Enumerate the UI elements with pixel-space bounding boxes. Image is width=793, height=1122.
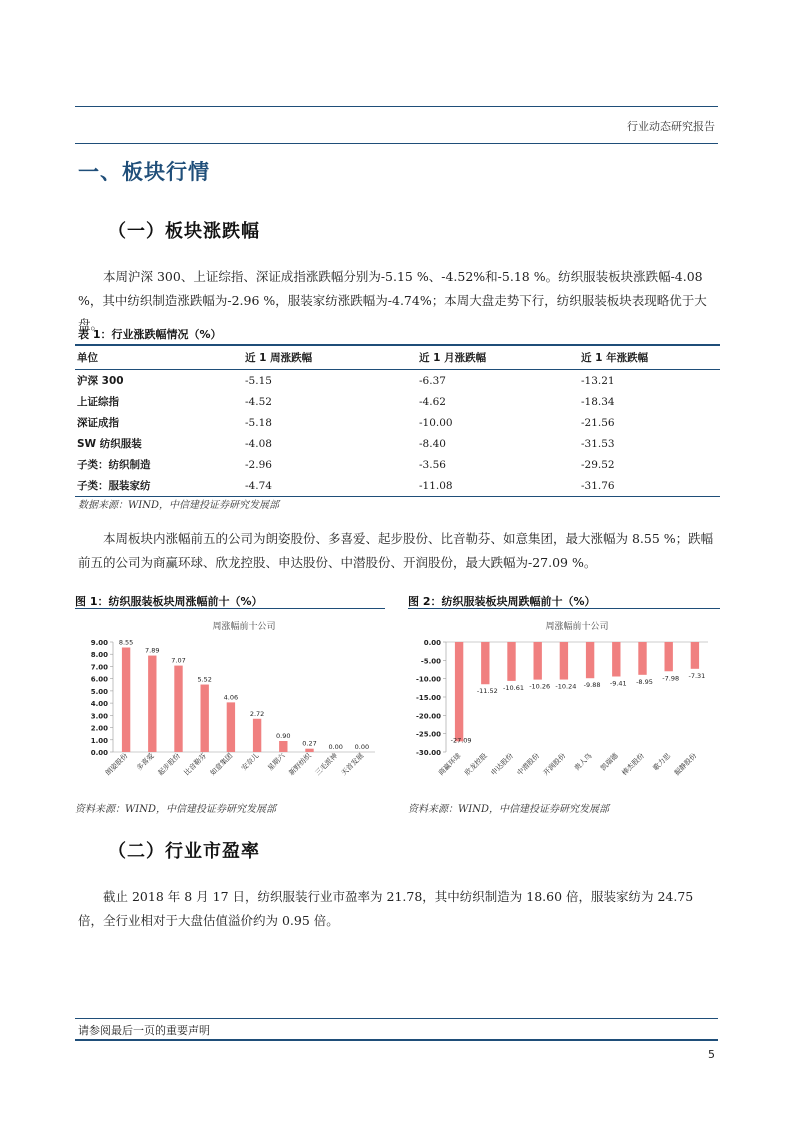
y-tick-label: -15.00 [415,694,441,702]
x-tick-label: 如意集团 [208,751,235,778]
table-caption: 表 1：行业涨跌幅情况（%） [78,328,222,341]
bar [279,741,287,752]
table-row [75,412,720,433]
header-top-rule [75,106,718,107]
y-tick-label: 7.00 [90,663,108,672]
x-tick-label: 振静股份 [672,751,699,778]
data-label: -9.88 [583,681,601,690]
paragraph-3: 截止 2018 年 8 月 17 日，纺织服装行业市盈率为 21.78，其中纺织制造为 18.60 倍，服装家纺为 24.75 倍，全行业相对于大盘估值溢价约为 0.95 倍。 [78,889,694,928]
y-tick-label: 3.00 [90,712,108,721]
data-label: 5.52 [197,675,212,684]
data-label: 0.27 [302,739,317,748]
bar [691,642,699,669]
table-cell: SW 纺织服装 [77,438,142,450]
section-title: 一、板块行情 [78,160,210,184]
table-cell: -4.74 [243,475,417,497]
bar [560,642,568,680]
table-cell: -29.52 [581,458,615,471]
figure-2-caption: 图 2：纺织服装板块周跌幅前十（%） [408,595,596,608]
table-header-cell: 近 1 月涨跌幅 [417,345,579,370]
data-label: 8.55 [118,638,134,647]
y-tick-label: 1.00 [90,736,108,745]
y-tick-label: 4.00 [90,700,108,709]
data-label: -11.52 [476,687,498,696]
bar [638,642,646,675]
y-tick-label: 9.00 [90,639,108,647]
bar [253,719,261,752]
table-cell: -31.53 [581,437,615,450]
y-tick-label: 5.00 [90,687,108,696]
table-cell: -21.56 [581,416,615,429]
table-cell: -4.52 [245,395,272,408]
x-tick-label: 比音勒芬 [182,751,209,778]
y-tick-label: -30.00 [415,749,441,757]
bar [481,642,489,684]
data-label: 0.90 [276,732,291,740]
subsection-title-1: （一）板块涨跌幅 [108,221,260,242]
table-row [75,454,720,475]
bar [507,642,515,681]
table-header-cell: 近 1 周涨跌幅 [243,345,417,370]
data-label: 0.00 [328,743,343,751]
table-source: 数据来源：WIND，中信建投证券研究发展部 [78,500,279,511]
table-cell: -5.15 [245,374,272,387]
table-cell: 上证综指 [77,396,119,408]
table-cell: -5.18 [245,416,272,429]
x-tick-label: 歌力思 [651,751,673,773]
x-tick-label: 新野纺织 [287,751,313,778]
table-cell: -10.00 [419,416,453,429]
x-tick-label: 三毛派神 [313,751,340,778]
table-cell: -11.08 [417,475,579,497]
table-cell: 子类：纺织制造 [77,459,151,471]
table-row [75,475,720,497]
y-tick-label: -5.00 [420,657,441,666]
bar [174,666,182,752]
paragraph-1: 本周沪深 300、上证综指、深证成指涨跌幅分别为-5.15 %、-4.52%和-5.18 %。纺织服装板块涨跌幅-4.08 %，其中纺织制造涨跌幅为-2.96 %，服装家纺涨跌幅为-4.74%；本周大盘走势下行，纺织服装板块表现略优于大盘。 [78,269,707,332]
table-header-cell: 单位 [75,345,243,370]
table-cell: -8.40 [419,437,446,450]
bar [586,642,594,678]
table-cell: -18.34 [581,395,615,408]
data-label: 0.00 [354,743,370,751]
bar [148,656,156,752]
x-tick-label: 天首发展 [339,751,366,778]
table-header-cell: 近 1 年涨跌幅 [579,345,720,370]
y-tick-label: 8.00 [90,651,108,660]
paragraph-2: 本周板块内涨幅前五的公司为朗姿股份、多喜爱、起步股份、比音勒芬、如意集团，最大涨幅为 8.55 %；跌幅前五的公司为商赢环球、欣龙控股、申达股份、中潜股份、开润股份，最大跌幅为-27.09 %。 [78,531,714,570]
x-tick-label: 商赢环球 [437,751,463,778]
chart-gainers-svg [75,612,380,792]
figure-1-caption-rule [75,608,385,609]
header-bottom-rule [75,143,718,144]
x-tick-label: 申达股份 [489,751,515,778]
x-tick-label: 棒杰股份 [620,751,646,778]
data-label: 4.06 [223,693,239,702]
table-header-row [75,345,720,370]
table-cell: -13.21 [581,374,615,387]
x-tick-label: 多喜爱 [135,751,156,773]
x-tick-label: 起步股份 [156,751,182,778]
figure-2-source: 资料来源：WIND，中信建投证券研究发展部 [408,804,609,815]
footer-bottom-rule [75,1039,718,1041]
figure-1-caption: 图 1：纺织服装板块周涨幅前十（%） [75,595,263,608]
data-label: -27.09 [450,736,472,745]
y-tick-label: -20.00 [415,712,441,721]
report-type-label: 行业动态研究报告 [627,120,715,133]
table-cell: -6.37 [419,374,446,387]
table-cell: 深证成指 [77,417,119,429]
footer-disclaimer: 请参阅最后一页的重要声明 [78,1024,210,1037]
table-row [75,370,720,392]
data-label: -8.95 [636,677,653,686]
table-cell: -31.76 [579,475,720,497]
bar [201,685,209,752]
x-tick-label: 朗姿股份 [104,751,130,778]
chart-losers [408,612,713,792]
chart-losers-svg [408,612,713,792]
data-label: -7.98 [662,674,680,683]
bar [534,642,542,680]
data-label: 7.89 [145,646,160,655]
y-tick-label: 2.00 [90,724,108,733]
bar [455,642,463,741]
x-tick-label: 星期六 [266,751,287,773]
data-label: -7.31 [688,671,706,680]
data-label: 7.07 [171,656,186,665]
data-label: 2.72 [249,709,265,718]
data-label: -10.24 [555,682,577,691]
chart-title: 周涨幅前十公司 [212,622,276,632]
table-cell: -3.56 [419,458,446,471]
bar [665,642,673,671]
bar [227,702,235,752]
data-label: -9.41 [609,679,627,688]
table-cell: -4.08 [245,437,272,450]
data-label: -10.26 [529,682,551,691]
table-cell: -4.62 [419,395,446,408]
x-tick-label: 安奈儿 [240,751,261,773]
y-tick-label: 0.00 [423,639,441,647]
x-tick-label: 贵人鸟 [573,751,594,773]
table-cell: -2.96 [245,458,272,471]
figure-2-caption-rule [408,608,720,609]
y-tick-label: 0.00 [90,749,108,757]
table-cell: 子类：服装家纺 [75,475,243,497]
table-cell: 沪深 300 [77,375,124,387]
y-tick-label: -25.00 [415,730,441,739]
subsection-title-2: （二）行业市盈率 [108,841,260,862]
table-row [75,391,720,412]
x-tick-label: 凯瑞德 [599,751,620,773]
table-row [75,433,720,454]
bar [612,642,620,677]
page-number: 5 [708,1048,715,1061]
y-tick-label: -10.00 [415,675,441,684]
x-tick-label: 中潜股份 [515,751,542,778]
x-tick-label: 欣龙控股 [463,751,489,778]
y-tick-label: 6.00 [90,675,108,684]
figure-1-source: 资料来源：WIND，中信建投证券研究发展部 [75,804,276,815]
chart-gainers [75,612,380,792]
chart-title: 周涨幅前十公司 [545,622,609,632]
performance-table [75,344,720,497]
footer-top-rule [75,1018,718,1019]
bar [122,648,130,753]
x-tick-label: 开润股份 [541,751,568,778]
data-label: -10.61 [503,683,524,692]
